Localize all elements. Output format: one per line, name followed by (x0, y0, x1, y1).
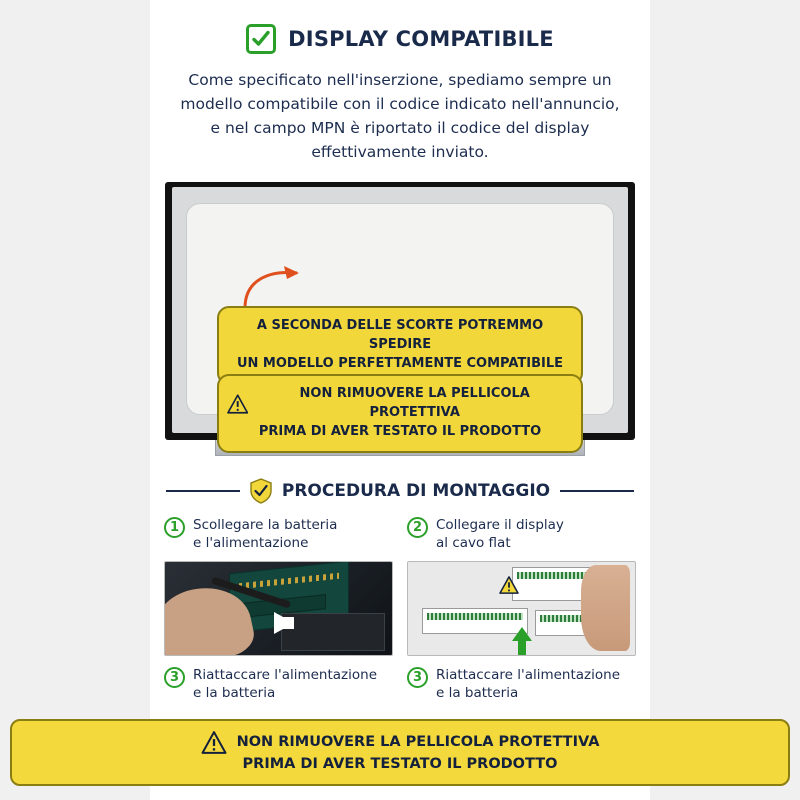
warning-triangle-icon (227, 394, 248, 414)
step-text (436, 666, 620, 702)
step-line2: e l'alimentazione (193, 535, 309, 552)
panel-screen (186, 203, 614, 439)
step-line1: Riattaccare l'alimentazione (193, 666, 378, 683)
panel-frame (165, 182, 635, 440)
header-description: Come specificato nell'inserzione, spediamo sempre un modello compatibile con il codice indicato nell'annuncio, e nel campo MPN è riportato il codice del display effettivamente inviato. (180, 71, 620, 162)
step-number: 3 (164, 667, 185, 688)
green-check-icon (246, 24, 276, 54)
step-text (436, 516, 564, 552)
step-line2: e la batteria (436, 684, 519, 701)
left-margin-rail (0, 0, 150, 800)
warning-triangle-icon (499, 576, 519, 594)
divider-right (560, 490, 634, 492)
step-2 (407, 516, 636, 655)
film-warning-line1: NON RIMUOVERE LA PELLICOLA PROTETTIVA (299, 386, 530, 420)
step-text (193, 516, 337, 552)
step-number: 2 (407, 517, 428, 538)
hand (581, 565, 631, 651)
compatibility-banner (217, 306, 583, 385)
procedure-steps-top (164, 516, 636, 655)
content-column (150, 0, 650, 800)
step-number: 3 (407, 667, 428, 688)
header (150, 24, 650, 54)
step-3-right (407, 666, 636, 702)
direction-arrow-icon (274, 612, 294, 634)
page-title: DISPLAY COMPATIBILE (288, 27, 554, 51)
right-margin-rail (650, 0, 800, 800)
warning-triangle-icon (201, 731, 227, 754)
procedure-steps-bottom (164, 666, 636, 702)
step-line2: al cavo flat (436, 535, 511, 552)
panel-bezel (172, 187, 628, 439)
compatibility-banner-line1: A SECONDA DELLE SCORTE POTREMMO SPEDIRE (256, 318, 544, 352)
step-text (193, 666, 377, 702)
procedure-title: PROCEDURA DI MONTAGGIO (281, 481, 551, 502)
divider-left (166, 490, 240, 492)
compatibility-banner-line2: UN MODELLO PERFETTAMENTE COMPATIBILE (236, 355, 564, 371)
battery-pack (281, 613, 385, 650)
film-warning-line2: PRIMA DI AVER TESTATO IL PRODOTTO (258, 423, 542, 439)
procedure-header (166, 478, 634, 504)
insert-arrow-icon (512, 627, 532, 641)
step-line1: Collegare il display (436, 517, 564, 534)
film-warning-banner (217, 374, 583, 453)
flat-cable-connector-photo (407, 561, 636, 656)
footer-warning-line1: NON RIMUOVERE LA PELLICOLA PROTETTIVA (236, 734, 600, 751)
step-3-left (164, 666, 393, 702)
step-line2: e la batteria (193, 684, 276, 701)
step-1 (164, 516, 393, 655)
step-line1: Riattaccare l'alimentazione (436, 666, 621, 683)
display-illustration (165, 182, 635, 456)
step-line1: Scollegare la batteria (193, 517, 338, 534)
laptop-internals-photo (164, 561, 393, 656)
step-number: 1 (164, 517, 185, 538)
shield-icon (250, 478, 272, 504)
footer-warning-line2: PRIMA DI AVER TESTATO IL PRODOTTO (242, 755, 558, 772)
curved-arrow-icon (239, 264, 309, 310)
footer-warning-banner (10, 719, 790, 786)
